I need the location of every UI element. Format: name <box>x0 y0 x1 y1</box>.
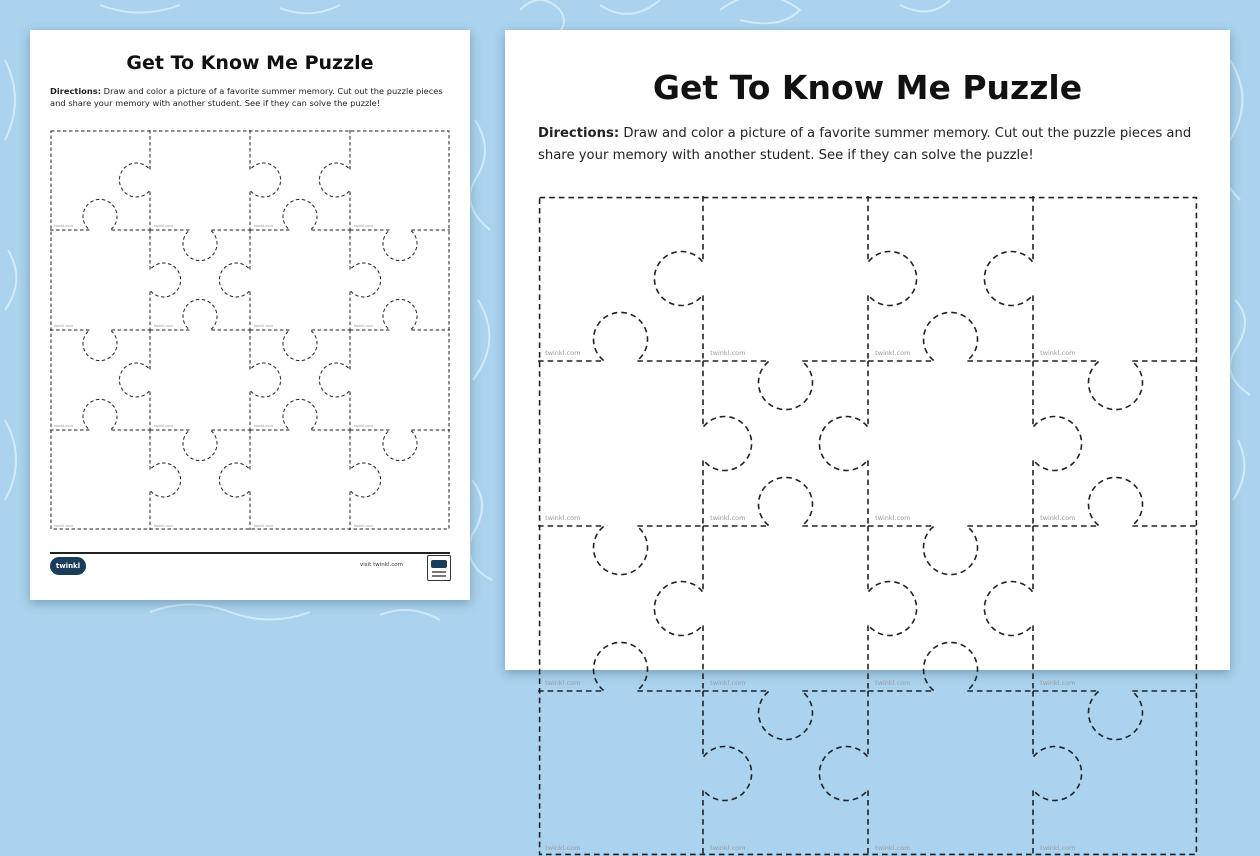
worksheet-title: Get To Know Me Puzzle <box>126 52 374 74</box>
directions-text: Draw and color a picture of a favorite summer memory. Cut out the puzzle pieces and share your memory with another student. See if they can solve the puzzle! <box>50 86 443 108</box>
puzzle-cut-line <box>350 230 450 261</box>
doodle-shape <box>1233 440 1244 500</box>
puzzle-cut-line <box>1033 691 1082 856</box>
piece-watermark: twinkl.com <box>1040 679 1076 688</box>
piece-watermark: twinkl.com <box>545 844 581 853</box>
puzzle-cut-line <box>50 330 150 361</box>
piece-watermark: twinkl.com <box>545 679 581 688</box>
piece-watermark: twinkl.com <box>153 323 173 328</box>
piece-watermark: twinkl.com <box>53 523 73 528</box>
doodle-shape <box>100 5 180 13</box>
puzzle-cut-line <box>654 196 703 361</box>
puzzle-grid <box>50 130 450 530</box>
piece-watermark: twinkl.com <box>1040 514 1076 523</box>
piece-watermark: twinkl.com <box>353 523 373 528</box>
piece-watermark: twinkl.com <box>53 223 73 228</box>
footer-divider <box>50 552 450 554</box>
piece-watermark: twinkl.com <box>875 844 911 853</box>
puzzle-cut-line <box>703 361 868 410</box>
directions-label: Directions: <box>538 126 620 141</box>
piece-watermark: twinkl.com <box>875 514 911 523</box>
doodle-shape <box>473 300 489 380</box>
piece-watermark: twinkl.com <box>153 223 173 228</box>
doodle-shape <box>470 480 493 580</box>
puzzle-cut-line <box>819 691 868 856</box>
puzzle-cut-line <box>703 361 752 526</box>
doodle-shape <box>600 0 660 14</box>
puzzle-cut-line <box>654 526 703 691</box>
puzzle-grid <box>538 196 1198 856</box>
piece-watermark: twinkl.com <box>253 523 273 528</box>
puzzle-cut-line <box>150 430 250 461</box>
piece-watermark: twinkl.com <box>1040 844 1076 853</box>
puzzle-cut-line <box>984 196 1033 361</box>
worksheet-title: Get To Know Me Puzzle <box>652 68 1083 107</box>
directions-label: Directions: <box>50 86 102 96</box>
twinkl-logo-icon: twinkl <box>50 557 86 575</box>
piece-watermark: twinkl.com <box>53 423 73 428</box>
piece-watermark: twinkl.com <box>153 423 173 428</box>
worksheet-preview-small <box>30 30 470 600</box>
piece-watermark: twinkl.com <box>710 349 746 358</box>
puzzle-cut-line <box>350 230 381 330</box>
puzzle-cut-line <box>250 130 281 230</box>
puzzle-cut-line <box>538 526 703 575</box>
worksheet-directions <box>50 85 450 109</box>
piece-watermark: twinkl.com <box>253 323 273 328</box>
piece-watermark: twinkl.com <box>545 514 581 523</box>
doodle-shape <box>150 605 310 620</box>
worksheet-preview-large <box>505 30 1230 853</box>
doodle-shape <box>380 610 440 620</box>
doodle-shape <box>470 120 490 230</box>
puzzle-cut-line <box>1033 691 1198 740</box>
puzzle-cut-line <box>250 330 350 361</box>
puzzle-cut-line <box>868 196 917 361</box>
puzzle-cut-line <box>1033 361 1198 410</box>
piece-watermark: twinkl.com <box>353 323 373 328</box>
piece-watermark: twinkl.com <box>253 223 273 228</box>
puzzle-cut-line <box>150 230 250 261</box>
directions-text: Draw and color a picture of a favorite summer memory. Cut out the puzzle pieces and share your memory with another student. See if they can solve the puzzle! <box>538 126 1192 163</box>
puzzle-cut-line <box>319 330 350 430</box>
piece-watermark: twinkl.com <box>353 423 373 428</box>
doodle-shape <box>720 0 800 23</box>
puzzle-cut-line <box>868 526 1033 575</box>
quality-badge-icon <box>427 555 451 581</box>
doodle-shape <box>280 5 340 13</box>
puzzle-cut-line <box>319 130 350 230</box>
doodle-shape <box>5 420 16 500</box>
puzzle-cut-line <box>1033 361 1082 526</box>
puzzle-cut-line <box>119 330 150 430</box>
puzzle-cut-line <box>250 330 281 430</box>
puzzle-cut-line <box>219 430 250 530</box>
puzzle-cut-line <box>350 430 450 461</box>
puzzle-cut-line <box>984 526 1033 691</box>
puzzle-cut-line <box>219 230 250 330</box>
worksheet-directions <box>538 123 1198 167</box>
piece-watermark: twinkl.com <box>875 679 911 688</box>
footer-visit-text: visit twinkl.com <box>360 562 403 568</box>
doodle-shape <box>900 0 950 11</box>
piece-watermark: twinkl.com <box>710 844 746 853</box>
piece-watermark: twinkl.com <box>53 323 73 328</box>
piece-watermark: twinkl.com <box>153 523 173 528</box>
puzzle-cut-line <box>868 526 917 691</box>
doodle-shape <box>5 250 16 310</box>
doodle-shape <box>5 60 15 140</box>
puzzle-cut-line <box>819 361 868 526</box>
piece-watermark: twinkl.com <box>875 349 911 358</box>
puzzle-cut-line <box>350 430 381 530</box>
puzzle-cut-line <box>150 230 181 330</box>
piece-watermark: twinkl.com <box>710 514 746 523</box>
puzzle-cut-line <box>703 691 868 740</box>
piece-watermark: twinkl.com <box>710 679 746 688</box>
piece-watermark: twinkl.com <box>253 423 273 428</box>
doodle-shape <box>1230 300 1250 395</box>
puzzle-cut-line <box>119 130 150 230</box>
piece-watermark: twinkl.com <box>545 349 581 358</box>
puzzle-cut-line <box>150 430 181 530</box>
piece-watermark: twinkl.com <box>1040 349 1076 358</box>
puzzle-cut-line <box>703 691 752 856</box>
piece-watermark: twinkl.com <box>353 223 373 228</box>
